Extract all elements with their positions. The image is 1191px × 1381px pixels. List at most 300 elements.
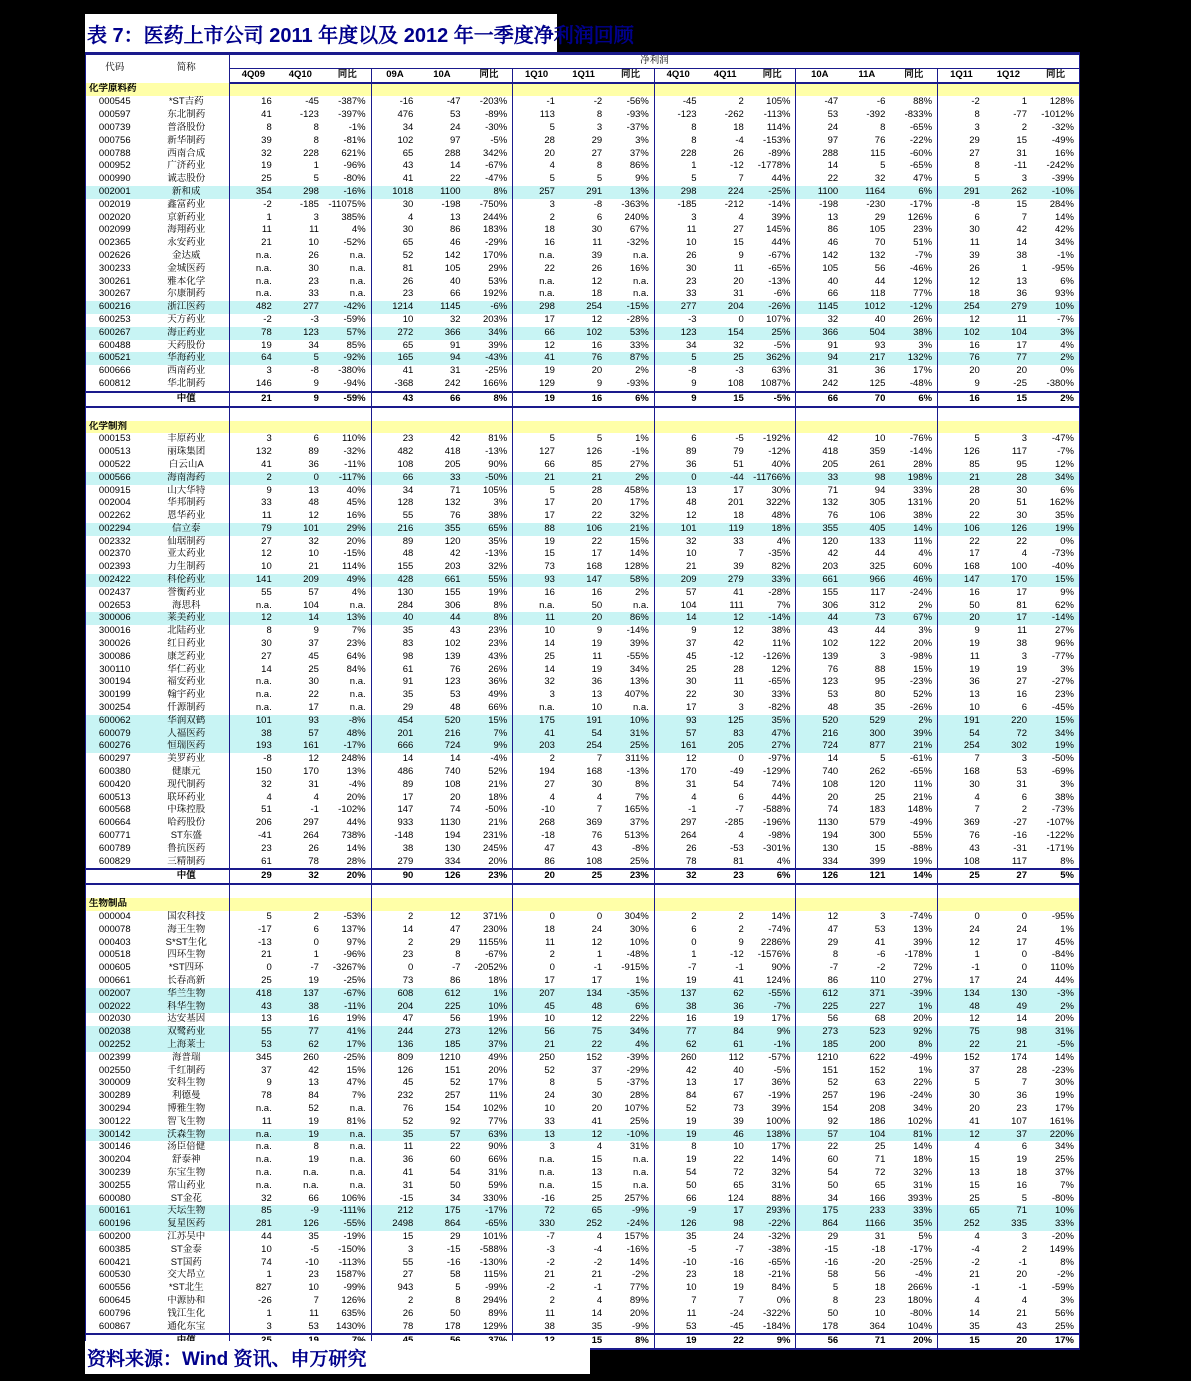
value-cell: 9 [313,377,319,389]
table-row [86,779,1080,792]
value-cell: 72 [513,1205,560,1218]
value-cell: 16 [654,1013,701,1026]
value-cell: 84 [654,1090,701,1103]
value-cell: 101 [230,715,277,728]
value-cell: 58 [796,1269,843,1282]
value-cell: 54 [796,1167,843,1180]
value-cell: -59% [1051,1282,1074,1294]
value-cell: -14% [1032,612,1080,625]
value-cell: 18% [749,523,796,536]
value-cell: 24 [1016,923,1027,935]
value-cell: 35 [371,689,418,702]
value-cell: 113 [513,109,560,122]
value-cell: -25% [749,186,796,199]
value-cell: 32% [488,561,508,573]
value-cell: -7% [1057,313,1074,325]
value-cell: n.a. [349,1179,366,1191]
value-cell: -285 [724,817,744,829]
value-cell: 254 [560,740,607,753]
value-cell: -230 [866,198,886,210]
value-cell: 58% [607,574,654,587]
value-cell: 41 [733,974,744,986]
value-cell: 120 [444,535,461,547]
value-cell: -153% [763,134,791,146]
value-cell: 205 [444,458,461,470]
value-cell: 1130 [796,817,843,830]
value-cell: 15% [913,663,933,675]
value-cell: n.a. [349,702,366,714]
value-cell: -3 [310,313,319,325]
section-filler-cell [654,898,701,911]
value-cell: -17 [230,924,277,937]
value-cell: 5 [596,433,603,445]
value-cell: 107% [766,313,791,325]
value-cell: 15% [346,1064,366,1076]
value-cell: 30 [230,638,277,651]
value-cell: 38 [1016,249,1027,261]
value-cell: 612 [418,988,465,1001]
value-cell: 104% [907,1320,933,1332]
value-cell: -16 [1013,830,1027,842]
value-cell: 48 [654,497,701,510]
value-cell: -28% [626,313,649,325]
value-cell: 504 [843,327,890,340]
header-row-periods [86,68,1080,82]
value-cell: 127 [513,446,560,459]
stock-code-cell: 300294 [98,1102,131,1114]
value-cell: 1145 [418,301,465,314]
value-cell: n.a. [230,288,277,301]
value-cell: 31% [1032,1026,1080,1039]
value-cell: 14 [591,1307,603,1319]
value-cell: -9% [607,1205,654,1218]
value-cell: 24 [1016,974,1027,986]
company-name-cell: 博雅生物 [167,1102,206,1114]
value-cell: 52 [796,1077,843,1090]
value-cell: 16 [513,237,560,250]
stock-code-cell: 300267 [98,288,131,300]
value-cell: 228 [303,147,319,159]
stock-code-cell: 300199 [98,689,131,701]
value-cell: 41 [591,1115,603,1127]
value-cell: 11% [488,1090,508,1102]
stock-code-cell: 600530 [98,1269,131,1281]
value-cell: 300 [869,830,886,842]
value-cell: 227 [843,1001,890,1014]
spacer-cell [890,407,937,421]
value-cell: 2% [1032,1001,1080,1014]
value-cell: -73% [1051,804,1074,816]
value-cell: 20% [346,791,366,803]
column-header-period: 同比 [607,68,654,82]
value-cell: 203 [513,740,560,753]
value-cell: 129 [513,378,560,392]
value-cell: 206 [230,817,277,830]
value-cell: 5 [938,433,985,446]
value-cell: 66% [488,1154,508,1166]
value-cell: 7% [466,728,513,741]
value-cell: 26 [371,1308,418,1321]
table-row [86,766,1080,779]
stock-code-cell: 000522 [98,458,131,470]
value-cell: 3 [880,911,886,922]
value-cell: 41 [371,365,418,378]
value-cell: 27 [1016,676,1027,688]
value-cell: 257% [624,1192,649,1204]
value-cell: 166% [482,377,508,389]
stock-code-cell: 600253 [98,313,131,325]
value-cell: 33 [418,472,465,485]
table-row [86,924,1080,937]
value-cell: -6 [876,949,886,961]
stock-code-cell: 000756 [98,134,131,146]
value-cell: 185 [418,1039,465,1052]
value-cell: 56% [1054,1307,1074,1319]
value-cell: 142 [444,249,461,261]
value-cell: 8 [313,121,319,133]
value-cell: 19 [1016,1154,1027,1166]
stock-code-cell: 600161 [86,1205,144,1218]
value-cell: 254 [938,301,985,314]
section-filler-cell [418,421,465,434]
value-cell: 10 [654,1282,701,1295]
value-cell: 67% [629,224,649,236]
value-cell: 32 [230,148,277,161]
value-cell: 106 [938,523,985,536]
value-cell: -28% [768,586,791,598]
value-cell: 89% [629,1294,649,1306]
value-cell: 75 [560,1026,607,1039]
value-cell: 22 [796,173,843,186]
value-cell: n.a. [324,1129,371,1142]
value-cell: 11 [592,237,603,249]
value-cell: 0 [738,313,744,325]
value-cell: 18 [513,224,560,237]
value-cell: -97% [768,753,791,765]
value-cell: 228 [654,148,701,161]
column-header-period: 10A [418,68,465,82]
value-cell: 129% [482,1320,508,1332]
value-cell: 98 [985,1026,1032,1039]
value-cell: 20 [513,148,560,161]
section-filler-cell [796,83,843,97]
value-cell: 20 [938,612,985,625]
value-cell: 1155% [478,936,508,948]
value-cell: -26% [909,702,933,714]
value-cell: 11 [513,1308,560,1321]
value-cell: -19% [343,1230,366,1242]
table-row [86,472,1080,485]
value-cell: 11 [938,651,985,664]
value-cell: 15% [1032,574,1080,587]
value-cell: 302 [985,740,1032,753]
value-cell: 8 [230,625,277,638]
value-cell: 204 [371,1001,418,1014]
value-cell: 54 [449,1166,461,1178]
value-cell: 147 [560,574,607,587]
value-cell: 17 [654,702,701,715]
value-cell: 4 [371,212,418,225]
stock-code-cell: 300122 [98,1115,131,1127]
value-cell: 2 [738,96,744,108]
value-cell: 31 [654,779,701,792]
value-cell: n.a. [230,1141,277,1154]
value-cell: 6 [1021,791,1027,803]
value-cell: 14 [1016,1013,1027,1025]
table-title: 表 7：医药上市公司 2011 年度以及 2012 年一季度净利润回顾 [87,24,634,47]
value-cell: 1% [466,988,513,1001]
value-cell: 154 [796,1103,843,1116]
value-cell: 0 [371,962,418,975]
value-cell: -185 [654,199,701,212]
value-cell: -192% [763,433,791,445]
value-cell: 8% [1060,1256,1074,1268]
value-cell: 20% [913,638,933,650]
value-cell: 20 [985,1334,1032,1349]
section-filler-cell [843,898,890,911]
value-cell: 4% [776,535,791,547]
value-cell: 6 [313,433,319,445]
value-cell: 15% [629,535,649,547]
value-cell: 52 [654,1103,701,1116]
value-cell: 51 [1016,497,1027,509]
value-cell: 48% [324,728,371,741]
value-cell: 41 [938,1116,985,1129]
stock-code-cell: 002626 [98,249,131,261]
value-cell: 418 [444,446,461,458]
value-cell: -11% [324,1001,371,1014]
value-cell: 1 [1021,96,1027,108]
value-cell: 41 [733,586,744,598]
value-cell: 3% [1060,778,1074,790]
value-cell: 0% [776,1294,791,1306]
value-cell: 21 [513,472,560,485]
value-cell: 22 [654,689,701,702]
company-name-cell: 复星医药 [144,1218,230,1231]
table-row [86,1205,1080,1218]
value-cell: 4 [513,160,560,173]
value-cell: 35 [874,702,886,714]
company-name-cell: 长春高新 [167,974,206,986]
company-name-cell: 上海莱士 [144,1039,230,1052]
value-cell: 3 [880,650,886,662]
value-cell: 8 [230,122,277,135]
value-cell: 27% [629,458,649,470]
value-cell: 12 [796,911,843,924]
table-row [86,212,1080,225]
value-cell: 157% [624,1230,649,1242]
value-cell: 166 [869,1192,886,1204]
value-cell: 28% [629,1090,649,1102]
company-name-cell: 海思科 [172,599,201,611]
section-filler-cell [654,83,701,97]
value-cell: 137 [277,988,324,1001]
value-cell: 8% [635,778,649,790]
value-cell: 31% [607,728,654,741]
value-cell: 5% [918,1230,933,1242]
table-row [86,1218,1080,1231]
value-cell: -1 [593,962,603,974]
value-cell: 14 [230,664,277,677]
stock-code-cell: 000788 [98,147,131,159]
value-cell: 23 [1016,1102,1027,1114]
value-cell: 170% [482,249,508,261]
value-cell: 45 [513,1001,560,1014]
value-cell: 30 [371,199,418,212]
value-cell: 2% [1032,392,1080,407]
company-name-cell: 福安药业 [167,676,206,688]
value-cell: 41 [371,1167,418,1180]
value-cell: 3% [493,497,508,509]
value-cell: -8% [631,842,649,854]
value-cell: -126% [763,650,791,662]
value-cell: n.a. [513,250,560,263]
table-row [86,1129,1080,1142]
value-cell: -3 [735,365,744,377]
section-filler-cell [607,421,654,434]
value-cell: 9 [938,378,985,392]
value-cell: 61 [371,664,418,677]
table-row [86,600,1080,613]
value-cell: 39 [938,250,985,263]
value-cell: 943 [371,1282,418,1295]
value-cell: -2% [631,1269,649,1281]
value-cell: 74% [771,778,791,790]
value-cell: 10 [308,237,319,249]
table-row [86,378,1080,392]
value-cell: 11% [913,535,933,547]
value-cell: -16 [730,1256,744,1268]
stock-code-cell: 002022 [86,1001,144,1014]
value-cell: 12 [702,612,749,625]
value-cell: 105% [482,484,508,496]
value-cell: 2 [513,1295,560,1308]
stock-code-cell: 000545 [98,96,131,108]
stock-code-cell: 600062 [86,715,144,728]
value-cell: 27 [371,1269,418,1282]
section-filler-cell [985,898,1032,911]
value-cell: 44% [1054,974,1074,986]
company-name-cell: S*ST生化 [165,936,207,948]
section-filler-cell [324,83,371,97]
value-cell: -2052% [474,962,508,974]
value-cell: 11 [1017,313,1027,325]
value-cell: 5 [513,433,560,446]
value-cell: -55% [324,1218,371,1231]
value-cell: 428 [371,574,418,587]
value-cell: 85 [230,1205,277,1218]
value-cell: -117% [324,472,371,485]
value-cell: 16 [938,587,985,600]
table-row [86,975,1080,988]
value-cell: 4 [1021,548,1027,560]
section-filler-cell [749,898,796,911]
value-cell: 52 [371,1116,418,1129]
value-cell: 8% [890,1039,937,1052]
value-cell: -2 [230,314,277,327]
value-cell: -242% [1046,160,1074,172]
value-cell: -6% [773,288,791,300]
value-cell: 1 [938,949,985,962]
value-cell: 13 [308,484,319,496]
value-cell: 4 [938,1141,985,1154]
value-cell: 44% [346,817,366,829]
value-cell: 8 [654,135,701,148]
value-cell: -10 [305,1256,319,1268]
value-cell: 68 [874,1013,886,1025]
spacer-cell [843,407,890,421]
value-cell: 9% [466,740,513,753]
value-cell: 94 [796,352,843,365]
value-cell: -203% [479,96,508,108]
value-cell: n.a. [349,275,366,287]
value-cell: 57 [277,728,324,741]
value-cell: 257 [796,1090,843,1103]
value-cell: 19 [591,663,603,675]
value-cell: 32 [874,173,886,185]
value-cell: 54 [733,778,744,790]
value-cell: 18 [513,924,560,937]
value-cell: -1% [1057,249,1074,261]
value-cell: 27 [230,536,277,549]
value-cell: 1012 [843,301,890,314]
value-cell: 29 [796,1231,843,1244]
value-cell: 18 [733,510,744,522]
value-cell: -212 [724,198,744,210]
value-cell: 204 [702,301,749,314]
stock-code-cell: 300233 [98,262,131,274]
company-name-cell: 联环药业 [167,791,206,803]
company-name-cell: 莱美药业 [144,612,230,625]
value-cell: 14% [346,842,366,854]
net-profit-table [85,52,1080,1350]
spacer-cell [144,884,230,898]
table-row [86,1065,1080,1078]
stock-code-cell: 300146 [98,1141,131,1153]
table-row [86,843,1080,856]
value-cell: -49 [730,766,744,778]
stock-code-cell: 002365 [98,237,131,249]
table-row [86,548,1080,561]
company-name-cell: 汤臣倍健 [167,1141,206,1153]
value-cell: 12 [938,314,985,327]
value-cell: 185 [796,1039,843,1052]
value-cell: 35 [654,1231,701,1244]
value-cell: 38% [771,625,791,637]
value-cell: 97% [346,936,366,948]
value-cell: 31 [449,365,461,377]
value-cell: -32% [768,1230,791,1242]
value-cell: 4 [938,1231,985,1244]
stock-code-cell: 002038 [86,1026,144,1039]
value-cell: 8 [596,160,603,172]
value-cell: 17% [629,497,649,509]
company-name-cell: 普洛股份 [167,121,206,133]
value-cell: 11 [938,237,985,250]
value-cell: 30 [308,676,319,688]
value-cell: 1 [596,949,603,961]
value-cell: 20% [890,1334,937,1349]
company-name-cell: 誉衡药业 [167,586,206,598]
value-cell: 252 [938,1218,985,1231]
spacer-cell [230,884,277,898]
value-cell: 273 [418,1026,465,1039]
spacer-cell [607,884,654,898]
value-cell: 12% [771,663,791,675]
stock-code-cell: 600645 [98,1294,131,1306]
value-cell: 7 [1021,1077,1027,1089]
value-cell: -11766% [749,472,796,485]
